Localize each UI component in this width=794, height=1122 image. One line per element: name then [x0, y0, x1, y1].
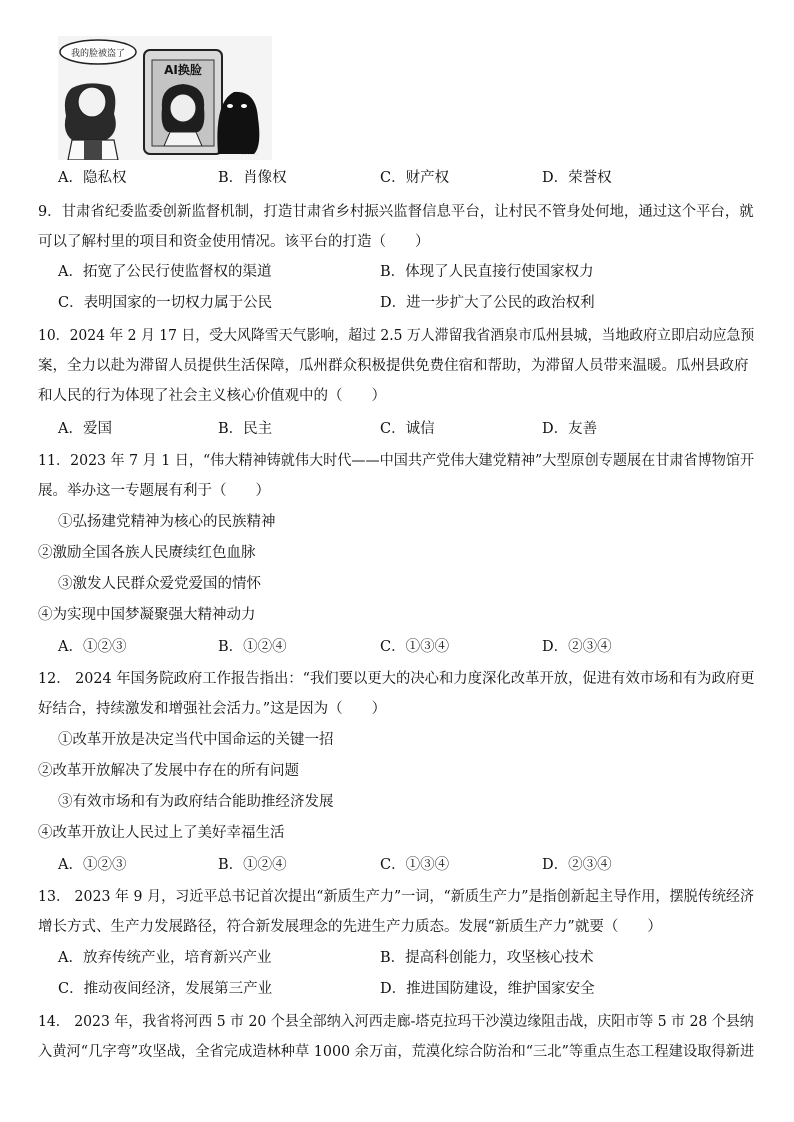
q12-item-2: ②改革开放解决了发展中存在的所有问题	[38, 763, 299, 779]
q9-option-d: D．进一步扩大了公民的政治权利	[380, 295, 595, 311]
q11-item-3: ③激发人民群众爱党爱国的情怀	[58, 576, 261, 592]
q12-stem-line-1: 12． 2024 年国务院政府工作报告指出：“我们要以更大的决心和力度深化改革开放，促进有效市场和有为政府更	[38, 671, 755, 687]
q8-option-c: C．财产权	[380, 170, 450, 186]
q13-option-a: A．放弃传统产业，培育新兴产业	[58, 950, 272, 966]
q12-item-1: ①改革开放是决定当代中国命运的关键一招	[58, 732, 334, 748]
q11-stem-line-1: 11．2023 年 7 月 1 日，“伟大精神铸就伟大时代——中国共产党伟大建党精神”大型原创专题展在甘肃省博物馆开	[38, 453, 755, 469]
q9-option-c: C．表明国家的一切权力属于公民	[58, 295, 273, 311]
q11-item-4: ④为实现中国梦凝聚强大精神动力	[38, 607, 256, 623]
q11-item-1: ①弘扬建党精神为核心的民族精神	[58, 514, 276, 530]
q10-stem-line-1: 10．2024 年 2 月 17 日，受大风降雪天气影响，超过 2.5 万人滞留我省酒泉市瓜州县城，当地政府立即启动应急预	[38, 328, 755, 344]
q13-option-b: B．提高科创能力，攻坚核心技术	[380, 950, 594, 966]
screen-label: AI换脸	[164, 63, 202, 77]
q10-stem-line-2: 案，全力以赴为滞留人员提供生活保障，瓜州群众积极提供免费住宿和帮助，为滞留人员带来温暖。瓜州县政府	[38, 358, 749, 374]
q13-option-c: C．推动夜间经济，发展第三产业	[58, 981, 273, 997]
q12-option-c: C．①③④	[380, 857, 450, 873]
q11-option-b: B．①②④	[218, 639, 287, 655]
q11-item-2: ②激励全国各族人民赓续红色血脉	[38, 545, 256, 561]
q11-stem-line-2: 展。举办这一专题展有利于（ ）	[38, 483, 270, 499]
q11-option-a: A．①②③	[58, 639, 127, 655]
q10-option-a: A．爱国	[58, 421, 112, 437]
q11-option-d: D．②③④	[542, 639, 612, 655]
q8-option-b: B．肖像权	[218, 170, 287, 186]
q12-option-a: A．①②③	[58, 857, 127, 873]
q12-stem-line-2: 好结合，持续激发和增强社会活力。”这是因为（ ）	[38, 701, 387, 717]
q14-stem-line-1: 14． 2023 年，我省将河西 5 市 20 个县全部纳入河西走廊-塔克拉玛干沙漠边缘阻击战，庆阳市等 5 市 28 个县纳	[38, 1014, 754, 1030]
q13-stem-line-2: 增长方式、生产力发展路径，符合新发展理念的先进生产力质态。发展“新质生产力”就要（ ）	[38, 919, 662, 935]
q11-option-c: C．①③④	[380, 639, 450, 655]
q10-option-d: D．友善	[542, 421, 598, 437]
q10-option-b: B．民主	[218, 421, 273, 437]
q8-option-d: D．荣誉权	[542, 170, 612, 186]
speech-bubble-text: 我的脸被盗了	[70, 49, 126, 59]
q10-stem-line-3: 和人民的行为体现了社会主义核心价值观中的（ ）	[38, 388, 386, 404]
q10-option-c: C．诚信	[380, 421, 435, 437]
q8-option-a: A．隐私权	[58, 170, 127, 186]
q9-option-b: B．体现了人民直接行使国家权力	[380, 264, 594, 280]
svg-text:· · · · · ·: · · · · · ·	[242, 153, 258, 158]
q12-item-3: ③有效市场和有为政府结合能助推经济发展	[58, 794, 334, 810]
q9-stem-line-1: 9．甘肃省纪委监委创新监督机制，打造甘肃省乡村振兴监督信息平台，让村民不管身处何地，通过这个平台，就	[38, 204, 754, 220]
q12-option-d: D．②③④	[542, 857, 612, 873]
q9-option-a: A．拓宽了公民行使监督权的渠道	[58, 264, 272, 280]
q14-stem-line-2: 入黄河“几字弯”攻坚战，全省完成造林种草 1000 余万亩，荒漠化综合防治和“三北”等重点生态工程建设取得新进	[38, 1044, 755, 1060]
q13-stem-line-1: 13． 2023 年 9 月，习近平总书记首次提出“新质生产力”一词，“新质生产力”是指创新起主导作用，摆脱传统经济	[38, 889, 755, 905]
cartoon-figure	[58, 36, 272, 160]
q9-stem-line-2: 可以了解村里的项目和资金使用情况。该平台的打造（ ）	[38, 234, 430, 250]
q12-option-b: B．①②④	[218, 857, 287, 873]
q12-item-4: ④改革开放让人民过上了美好幸福生活	[38, 825, 285, 841]
q13-option-d: D．推进国防建设，维护国家安全	[380, 981, 595, 997]
